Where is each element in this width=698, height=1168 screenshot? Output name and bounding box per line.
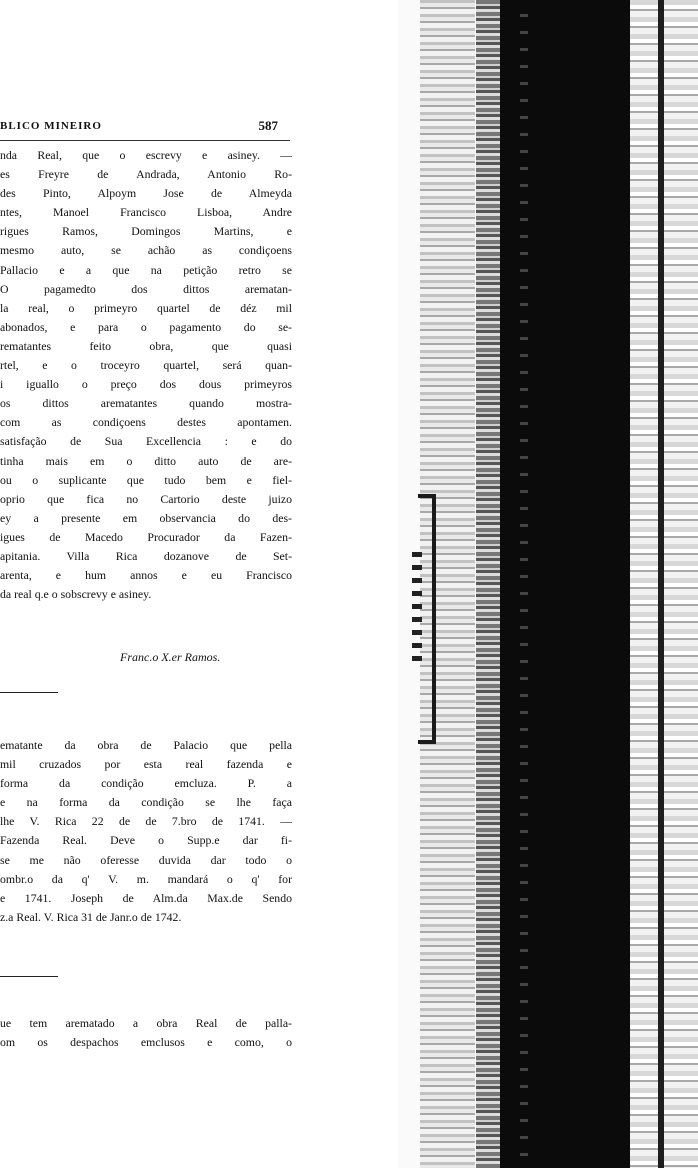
text-line: ou o suplicante que tudo bem e fiel-	[0, 472, 292, 487]
running-header	[0, 118, 290, 141]
text-line: ey a presente em observancia do des-	[0, 510, 292, 525]
section-divider	[0, 692, 58, 693]
text-line: ue tem arematado a obra Real de palla-	[0, 1016, 292, 1030]
text-line: e 1741. Joseph de Alm.da Max.de Sendo	[0, 890, 292, 905]
text-line: oprio que fica no Cartorio deste juizo	[0, 491, 292, 506]
text-line: z.a Real. V. Rica 31 de Janr.o de 1742.	[0, 909, 182, 924]
text-line: com as condiçoens destes apontamen.	[0, 415, 292, 430]
signature: Franc.o X.er Ramos.	[120, 650, 221, 664]
edge-strip	[658, 0, 664, 1168]
text-line: la real, o primeyro quartel de déz mil	[0, 300, 292, 315]
text-line: rematantes feito obra, que quasi	[0, 338, 292, 353]
text-line: abonados, e para o pagamento do se-	[0, 319, 292, 334]
text-line: apitania. Villa Rica dozanove de Set-	[0, 548, 292, 563]
text-line: Fazenda Real. Deve o Supp.e dar fi-	[0, 833, 292, 848]
text-line: e na forma da condição se lhe faça	[0, 795, 292, 810]
text-line: rtel, e o troceyro quartel, será quan-	[0, 358, 292, 373]
text-line: tinha mais em o ditto auto de are-	[0, 453, 292, 468]
text-line: om os despachos emclusos e como, o	[0, 1035, 292, 1050]
text-line: mesmo auto, se achão as condiçoens	[0, 243, 292, 258]
text-block-closing	[0, 1014, 292, 1052]
text-line: ntes, Manoel Francisco Lisboa, Andre	[0, 205, 292, 220]
text-line: se me não oferesse duvida dar todo o	[0, 852, 292, 867]
running-title: BLICO MINEIRO	[0, 120, 102, 132]
text-line: arenta, e hum annos e eu Francisco	[0, 568, 292, 583]
text-line: forma da condição emcluza. P. a	[0, 776, 292, 791]
text-block-petition	[0, 736, 292, 927]
gutter-shadow	[420, 0, 475, 1168]
text-line: O pagamedto dos dittos arematan-	[0, 281, 292, 296]
text-line: igues de Macedo Procurador da Fazen-	[0, 529, 292, 544]
page-number: 587	[258, 118, 278, 133]
text-line: rigues Ramos, Domingos Martins, e	[0, 224, 292, 239]
margin-marks	[412, 552, 422, 662]
text-line: es Freyre de Andrada, Antonio Ro-	[0, 167, 292, 182]
text-line: ematante da obra de Palacio que pella	[0, 738, 292, 752]
section-divider	[0, 976, 58, 977]
margin-bracket	[432, 494, 436, 744]
text-line: os dittos arematantes quando mostra-	[0, 396, 292, 411]
text-line: satisfação de Sua Excellencia : e do	[0, 434, 292, 449]
text-line: mil cruzados por esta real fazenda e	[0, 757, 292, 772]
book-spine	[500, 0, 630, 1168]
spine-band	[476, 0, 500, 1168]
facing-page-edge	[630, 0, 698, 1168]
text-line: i iguallo o preço dos dous primeyros	[0, 377, 292, 392]
text-line: da real q.e o sobscrevy e asiney.	[0, 587, 152, 602]
text-line: ombr.o da q' V. m. mandará o q' for	[0, 871, 292, 886]
text-block-deed	[0, 146, 292, 604]
text-line: lhe V. Rica 22 de de 7.bro de 1741. —	[0, 814, 292, 829]
text-line: Pallacio e a que na petição retro se	[0, 262, 292, 277]
text-line: des Pinto, Alpoym Jose de Almeyda	[0, 186, 292, 201]
text-line: nda Real, que o escrevy e asiney. —	[0, 148, 292, 162]
